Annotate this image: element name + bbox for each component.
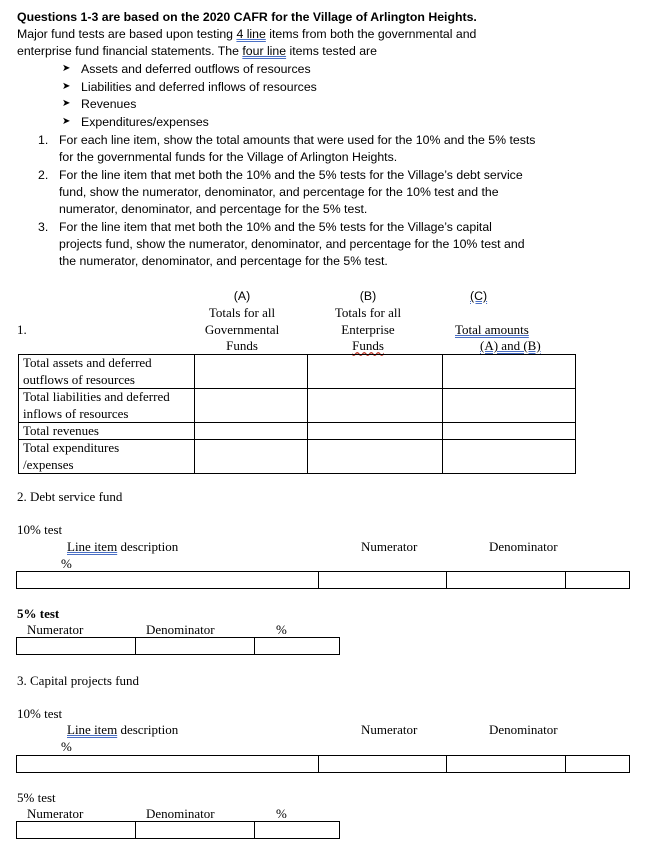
capital-denominator-field[interactable] [446, 755, 566, 773]
question-line: for the governmental funds for the Village of Arlington Heights. [59, 150, 398, 164]
table-row [19, 440, 576, 474]
question-line: projects fund, show the numerator, denominator, and percentage for the 10% test and [59, 237, 525, 251]
row-label-line: Total expenditures [23, 440, 120, 455]
debt-five-numerator-field[interactable] [16, 637, 136, 655]
debt-five-percent-field[interactable] [254, 637, 340, 655]
capital-numerator-field[interactable] [318, 755, 447, 773]
debt-numerator-field[interactable] [318, 571, 447, 589]
debt-five-percent-header: % [276, 622, 287, 637]
row-label-cell [19, 389, 195, 423]
capital-denominator-header: Denominator [489, 722, 558, 737]
debt-five-denominator-field[interactable] [135, 637, 255, 655]
col-b-header: Enterprise [341, 322, 395, 337]
capital-five-numerator-header: Numerator [27, 806, 84, 821]
row-label [19, 389, 194, 422]
question-number: 2. [38, 168, 49, 182]
col-b-header [322, 338, 414, 354]
input-cell[interactable] [443, 355, 576, 389]
debt-line-item-header [67, 539, 178, 555]
question-line: For the line item that met both the 10% and the 5% tests for the Village’s capital [59, 220, 492, 234]
debt-percent-header: % [61, 556, 72, 571]
capital-projects-heading: 3. Capital projects fund [17, 673, 140, 688]
input-cell[interactable] [195, 389, 308, 423]
question-line: fund, show the numerator, denominator, and percentage for the 10% test and the [59, 185, 499, 199]
arrow-bullet-icon: ➤ [62, 116, 71, 127]
col-b-header-funds: Funds [352, 338, 384, 353]
input-cell[interactable] [195, 355, 308, 389]
capital-five-denominator-field[interactable] [135, 821, 255, 839]
capital-percent-header: % [61, 739, 72, 754]
input-cell[interactable] [443, 423, 576, 440]
col-c-header-text-2: (A) and (B) [480, 338, 541, 353]
row-label [19, 355, 194, 388]
col-c-letter-text: (C) [470, 289, 488, 303]
question-number: 3. [38, 220, 49, 234]
col-a-header: Funds [226, 338, 258, 353]
table-row [19, 389, 576, 423]
capital-line-item-header [67, 722, 178, 738]
row-label-cell [19, 423, 195, 440]
row-label [19, 440, 194, 473]
col-c-header [480, 338, 541, 354]
capital-line-item-rest: description [117, 722, 179, 737]
col-c-header [455, 322, 529, 338]
major-fund-totals-table [18, 354, 576, 474]
capital-five-percent-field[interactable] [254, 821, 340, 839]
row-label-line: outflows of resources [23, 371, 135, 387]
debt-line-item-underlined: Line item [67, 539, 118, 554]
capital-line-item-underlined: Line item [67, 722, 118, 737]
capital-numerator-header: Numerator [361, 722, 418, 737]
col-b-letter: (B) [359, 289, 377, 303]
col-a-header: Governmental [204, 322, 280, 337]
question-line: For each line item, show the total amounts that were used for the 10% and the 5% tests [59, 133, 536, 147]
intro-line-2 [17, 44, 377, 58]
row-label-line: /expenses [23, 456, 74, 472]
intro-line-1-a: Major fund tests are based upon testing [17, 27, 237, 41]
intro-line-1 [17, 27, 476, 41]
question-line: the numerator, denominator, and percentage for the 5% test. [59, 254, 388, 268]
intro-line-2-underlined: four line [242, 44, 287, 58]
debt-five-percent-label: 5% test [17, 606, 60, 621]
col-a-letter: (A) [233, 289, 251, 303]
debt-service-heading: 2. Debt service fund [17, 489, 123, 504]
intro-line-1-underlined: 4 line [236, 27, 266, 41]
table-row [19, 423, 576, 440]
debt-percent-field[interactable] [565, 571, 630, 589]
input-cell[interactable] [308, 440, 443, 474]
col-c-letter [470, 289, 487, 303]
col-c-header-text: Total amounts [455, 322, 529, 337]
row-label-line: Total liabilities and deferred [23, 389, 170, 404]
col-a-header: Totals for all [208, 305, 276, 320]
row-label-line: Total revenues [23, 423, 99, 438]
col-b-header: Totals for all [334, 305, 402, 320]
debt-five-denominator-header: Denominator [146, 622, 215, 637]
debt-numerator-header: Numerator [361, 539, 418, 554]
row-label-cell [19, 355, 195, 389]
row-label-cell [19, 440, 195, 474]
debt-ten-percent-label: 10% test [17, 522, 63, 537]
bullet-item: Liabilities and deferred inflows of resources [81, 80, 317, 94]
bullet-item: Expenditures/expenses [81, 115, 209, 129]
input-cell[interactable] [443, 389, 576, 423]
question-line: numerator, denominator, and percentage for the 5% test. [59, 202, 368, 216]
intro-line-2-b: items tested are [286, 44, 377, 58]
capital-ten-percent-label: 10% test [17, 706, 63, 721]
table-1-label: 1. [17, 322, 27, 337]
input-cell[interactable] [308, 355, 443, 389]
capital-line-item-field[interactable] [16, 755, 319, 773]
arrow-bullet-icon: ➤ [62, 81, 71, 92]
input-cell[interactable] [195, 440, 308, 474]
capital-percent-field[interactable] [565, 755, 630, 773]
input-cell[interactable] [308, 389, 443, 423]
table-row [19, 355, 576, 389]
debt-five-numerator-header: Numerator [27, 622, 84, 637]
capital-five-denominator-header: Denominator [146, 806, 215, 821]
row-label-line: Total assets and deferred [23, 355, 152, 370]
question-line: For the line item that met both the 10% and the 5% tests for the Village’s debt service [59, 168, 523, 182]
capital-five-percent-label: 5% test [17, 790, 56, 805]
intro-line-2-a: enterprise fund financial statements. The [17, 44, 243, 58]
row-label-line: inflows of resources [23, 405, 129, 421]
debt-denominator-field[interactable] [446, 571, 566, 589]
document-title: Questions 1-3 are based on the 2020 CAFR for the Village of Arlington Heights. [17, 10, 477, 24]
bullet-item: Assets and deferred outflows of resources [81, 62, 311, 76]
debt-line-item-field[interactable] [16, 571, 319, 589]
debt-denominator-header: Denominator [489, 539, 558, 554]
question-number: 1. [38, 133, 49, 147]
debt-line-item-rest: description [117, 539, 179, 554]
intro-line-1-b: items from both the governmental and [265, 27, 477, 41]
input-cell[interactable] [443, 440, 576, 474]
arrow-bullet-icon: ➤ [62, 98, 71, 109]
input-cell[interactable] [195, 423, 308, 440]
capital-five-percent-header: % [276, 806, 287, 821]
input-cell[interactable] [308, 423, 443, 440]
capital-five-numerator-field[interactable] [16, 821, 136, 839]
bullet-item: Revenues [81, 97, 137, 111]
arrow-bullet-icon: ➤ [62, 63, 71, 74]
